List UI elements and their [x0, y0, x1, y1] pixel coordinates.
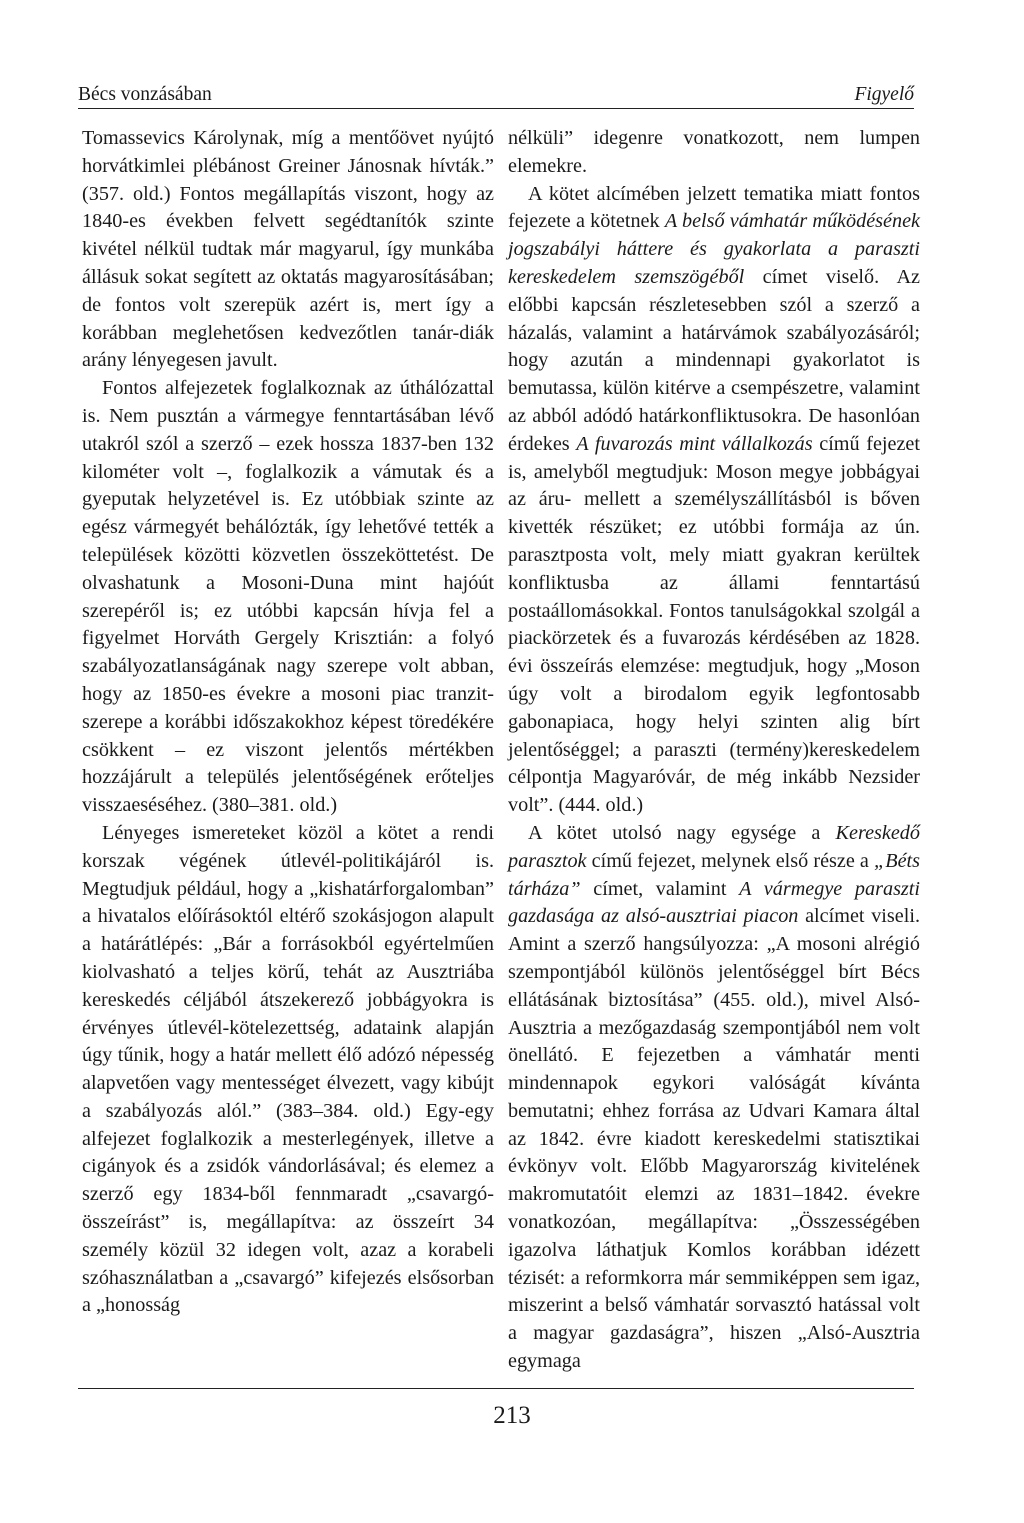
chapter-title: A fuvarozás mint vállalkozás: [576, 432, 813, 455]
chapter-title: A belső vámhatár működésének jogszabályi háttere és gyakorlata a paraszti kereskedelem szemszögéből: [508, 210, 920, 288]
running-head: [78, 82, 914, 108]
left-column: [82, 125, 494, 1320]
running-head-section: Figyelő: [854, 84, 914, 105]
chapter-title: Kereskedő parasztok: [508, 821, 920, 872]
paragraph-text: A kötet alcímében jelzett tematika miatt fontos fejezete a kötetnek: [508, 182, 920, 233]
paragraph-text: A kötet utolsó nagy egysége a: [528, 821, 836, 844]
running-head-title: Bécs vonzásában: [78, 84, 212, 105]
right-column: [508, 125, 920, 1376]
left-paragraph-2: Fontos alfejezetek foglalkoznak az úthálózattal is. Nem pusztán a vármegye fenntartásában lévő utakról szól a szerző – ezek hossza 1837-ben 132 kilométer volt –, foglalkozik a vámutak és a gyeputak helyzetével is. Ez utóbbiak szinte az egész vármegyét behálózták, így lehetővé tették a települések közötti közvetlen összeköttetést. De olvashatunk a Mosoni-Duna mint hajóút szerepéről is; ez utóbbi kapcsán hívja fel a figyelmet Horváth Gergely Krisztián: a folyó szabályozatlanságának nagy szerepe volt abban, hogy az 1850-es évekre a mosoni piac tranzit-szerepe a korábbi időszakokhoz képest töredékére csökkent – ez viszont jelentős mértékben hozzájárult a település jelentőségének erőteljes visszaeséséhez. (380–381. old.): [82, 377, 494, 817]
paragraph-text: című fejezet is, amelyből megtudjuk: Moson megye jobbágyai az áru- mellett a személyszállításból is bőven kivették részüket; ez utóbbi formája az ún. parasztposta volt, mely miatt gyakran kerültek konfliktusba az állami fenntartású postaállomásokkal. Fontos tanulságokkal szolgál a piackörzetek és a fuvarozás kérdésében az 1828. évi összeírás elemzése: megtudjuk, hogy „Moson úgy volt a birodalom egyik legfontosabb gabonapiaca, hogy helyi szinten alig bírt jelentőséggel; a paraszti (termény)kereskedelem célpontja Magyaróvár, de még inkább Nezsider volt”. (444. old.): [508, 432, 921, 817]
left-paragraph-1: Tomassevics Károlynak, míg a mentőövet nyújtó horvátkimlei plébánost Greiner Jánosnak hívták.” (357. old.) Fontos megállapítás viszont, hogy az 1840-es években felvett segédtanítók szinte kivétel nélkül tudtak már magyarul, így munkába állásuk sokat segített az oktatás magyarosításában; de fontos volt szerepük azért is, mert így a korábban meglehetősen kedvezőtlen tanár-diák arány lényegesen javult.: [82, 127, 494, 372]
footer-rule: [78, 1388, 914, 1389]
paragraph-text: című fejezet, melynek első része a: [586, 849, 875, 872]
paragraph-text: címet, valamint: [580, 877, 740, 900]
header-rule: [78, 108, 914, 109]
chapter-title: A vármegye paraszti gazdasága az alsó-ausztriai piacon: [508, 877, 920, 928]
paragraph-text: alcímet viseli. Amint a szerző hangsúlyozza: „A mosoni alrégió szempontjából különös jelentőséggel bírt Bécs ellátásának biztosítása” (455. old.), mivel Alsó-Ausztria a mezőgazdaság szempontjából nem volt önellátó. E fejezetben a vámhatár menti mindennapok egykori valóságát kívánta bemutatni; ehhez forrása az Udvari Kamara által az 1842. évre kiadott kereskedelmi statisztikai évkönyv volt. Előbb Magyarország kivitelének makromutatóit elemzi az 1831–1842. évekre vonatkozóan, megállapítva: „Összességében igazolva láthatjuk Komlos korábban idézett tézisét: a reformkorra már semmiképpen sem igaz, miszerint a belső vámhatár sorvasztó hatással volt a magyar gazdaságra”, hiszen „Alsó-Ausztria egymaga: [508, 905, 920, 1373]
right-paragraph-3: [508, 820, 920, 1376]
left-paragraph-3: Lényeges ismereteket közöl a kötet a rendi korszak végének útlevél-politikájáról is. Megtudjuk például, hogy a „kishatárforgalomban” a hivatalos előírásoktól eltérő szokásjogon alapult a határátlépés: „Bár a forrásokból egyértelműen kiolvasható a teljes körű, tehát az Ausztriába kereskedés céljából átszekerező jobbágyokra is érvényes útlevél-kötelezettség, adataink alapján úgy tűnik, hogy a határ mellett élő adózó népesség alapvetően vagy mentességet élvezett, vagy kibújt a szabályozás alól.” (383–384. old.) Egy-egy alfejezet foglalkozik a mesterlegények, illetve a cigányok és a zsidók vándorlásával; és elemez a szerző egy 1834-ből fennmaradt „csavargó-összeírást” is, megállapítva: az összeírt 34 személy közül 32 idegen volt, azaz a korabeli szóhasználatban a „csavargó” kifejezés elsősorban a „honosság: [82, 821, 494, 1317]
right-paragraph-1: nélküli” idegenre vonatkozott, nem lumpen elemekre.: [508, 127, 920, 177]
page-number: 213: [493, 1402, 531, 1429]
chapter-title: „Béts tárháza”: [508, 849, 920, 900]
right-paragraph-2: [508, 181, 920, 820]
paragraph-text: címet viselő. Az előbbi kapcsán részletesebben szól a szerző a házalás, valamint a határvámok szabályozásáról; hogy azután a mindennapi gyakorlatot is bemutassa, külön kitérve a csempészetre, valamint az abból adódó határkonfliktusokra. De hasonlóan érdekes: [508, 265, 920, 455]
